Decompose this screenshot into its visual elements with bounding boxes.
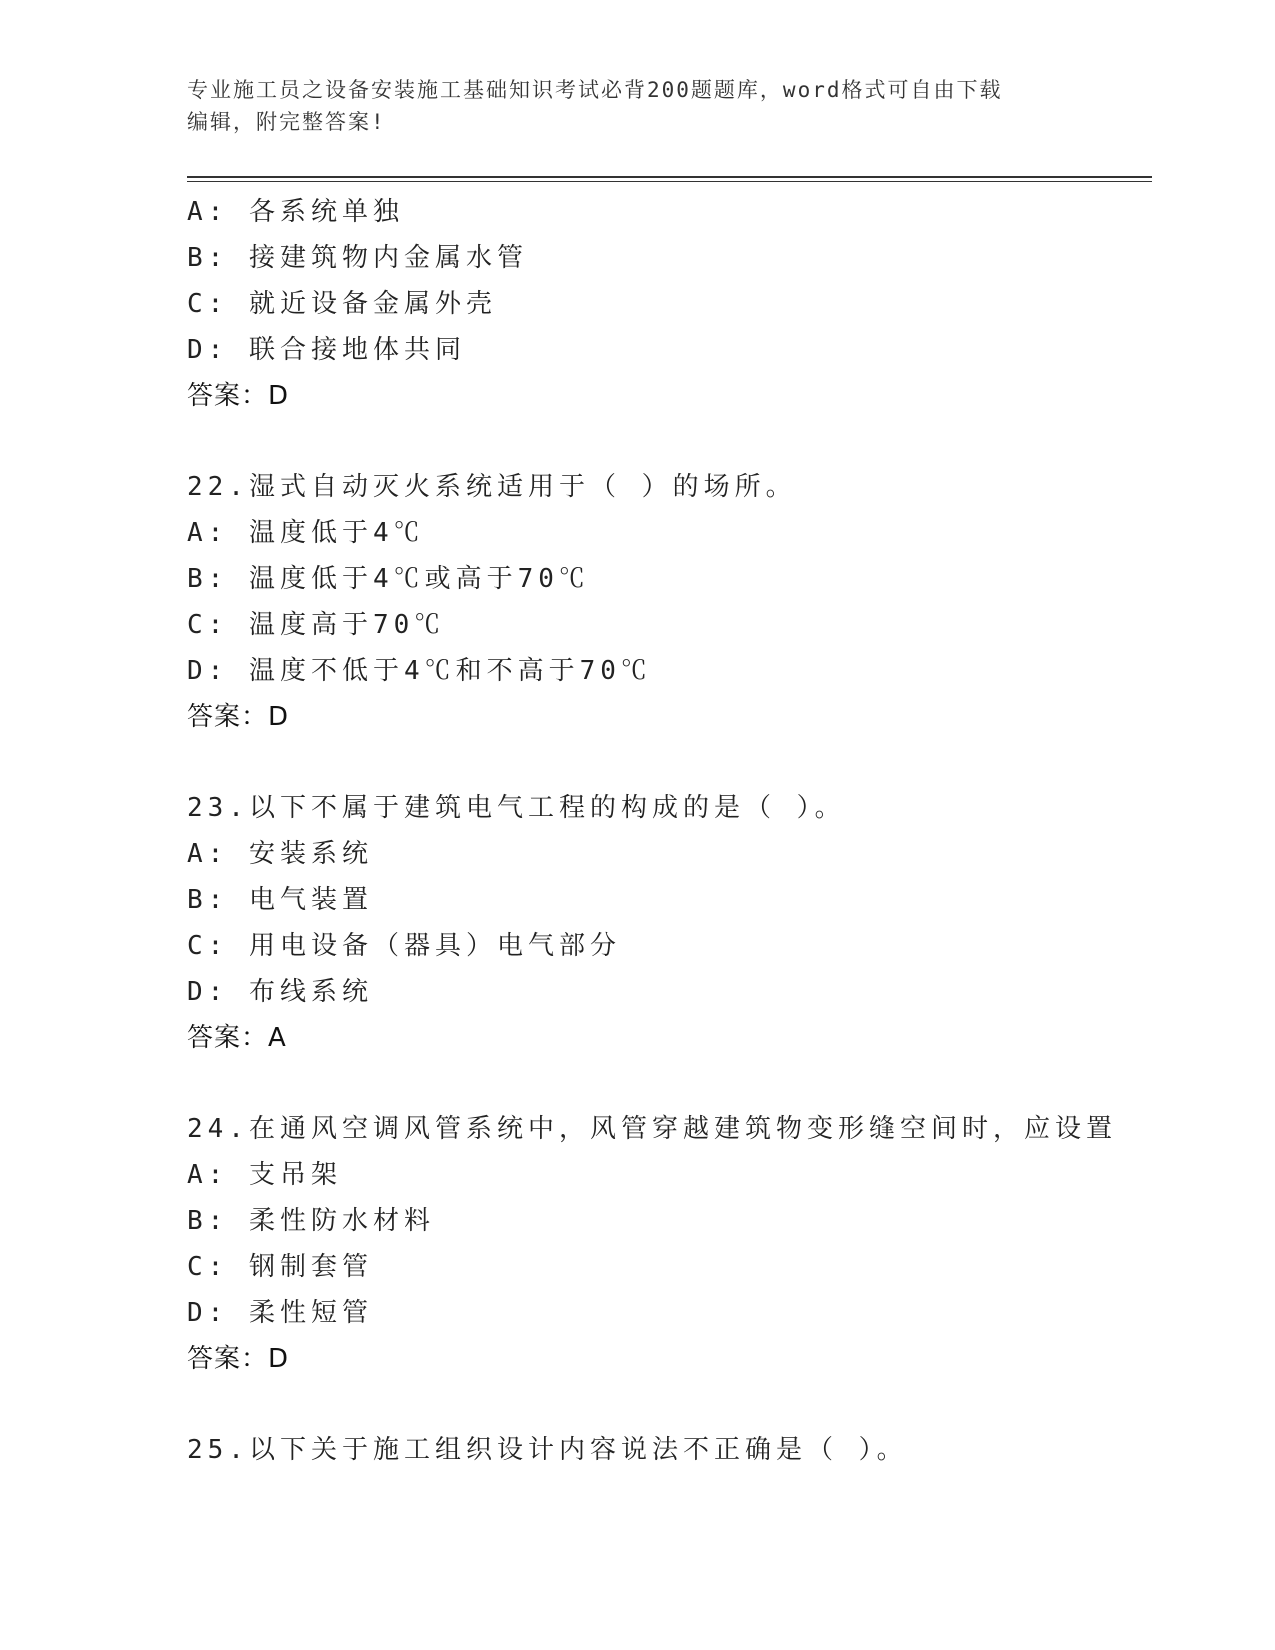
option-b: B: 温度低于4℃或高于70℃: [187, 564, 590, 594]
option-d: D: 联合接地体共同: [187, 335, 466, 365]
header-divider-thin: [187, 181, 1152, 182]
option-b: B: 电气装置: [187, 885, 373, 915]
option-d: D: 柔性短管: [187, 1298, 373, 1328]
option-c: C: 温度高于70℃: [187, 610, 446, 640]
option-a: A: 各系统单独: [187, 197, 404, 227]
option-d: D: 温度不低于4℃和不高于70℃: [187, 656, 652, 686]
option-a: A: 支吊架: [187, 1160, 342, 1190]
option-b: B: 接建筑物内金属水管: [187, 243, 528, 273]
answer-line: 答案：A: [187, 1023, 287, 1053]
option-a: A: 温度低于4℃: [187, 518, 425, 548]
option-b: B: 柔性防水材料: [187, 1206, 435, 1236]
option-c: C: 就近设备金属外壳: [187, 289, 497, 319]
option-c: C: 钢制套管: [187, 1252, 373, 1282]
question-23: [187, 785, 1152, 1061]
question-24: [187, 1106, 1152, 1382]
question-22: [187, 464, 1152, 740]
question-list: [187, 189, 1152, 1473]
option-c: C: 用电设备（器具）电气部分: [187, 931, 621, 961]
question-25: [187, 1427, 1152, 1473]
header-title-line-1: 专业施工员之设备安装施工基础知识考试必背200题题库，word格式可自由下载: [187, 78, 1003, 102]
question-21-continued: [187, 189, 1152, 419]
question-text: 22.湿式自动灭火系统适用于（ ）的场所。: [187, 472, 797, 502]
answer-line: 答案：D: [187, 1344, 290, 1374]
answer-line: 答案：D: [187, 381, 290, 411]
question-text: 25.以下关于施工组织设计内容说法不正确是（ ）。: [187, 1435, 908, 1465]
question-text: 23.以下不属于建筑电气工程的构成的是（ ）。: [187, 793, 846, 823]
option-a: A: 安装系统: [187, 839, 373, 869]
question-text: 24.在通风空调风管系统中，风管穿越建筑物变形缝空间时，应设置: [187, 1114, 1117, 1144]
header-title-line-2: 编辑，附完整答案!: [187, 110, 386, 134]
option-d: D: 布线系统: [187, 977, 373, 1007]
header-divider-thick: [187, 176, 1152, 178]
answer-line: 答案：D: [187, 702, 290, 732]
document-header: [187, 74, 1087, 138]
